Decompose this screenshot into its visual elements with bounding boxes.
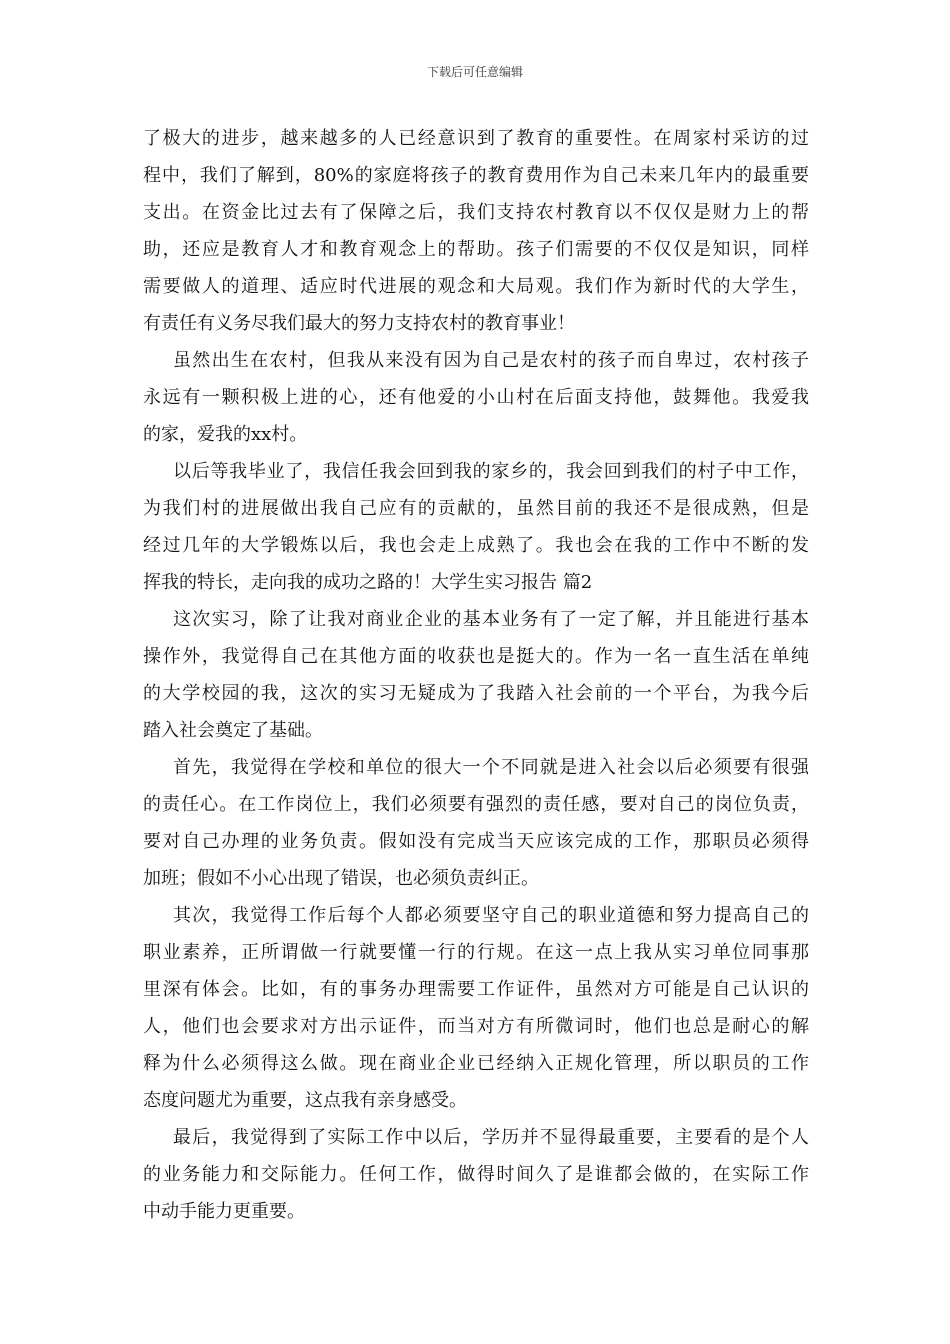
paragraph-line: 中动手能力更重要。 <box>143 1201 305 1222</box>
paragraph-line: 了极大的进步，越来越多的人已经意识到了教育的重要性。在周家村采访的过 <box>143 128 809 149</box>
paragraph <box>143 1119 809 1230</box>
paragraph-line: 加班；假如不小心出现了错误，也必须负责纠正。 <box>143 868 539 889</box>
paragraph-line: 有责任有义务尽我们最大的努力支持农村的教育事业！ <box>143 313 575 334</box>
paragraph <box>143 749 809 897</box>
paragraph-line: 程中，我们了解到，80%的家庭将孩子的教育费用作为自己未来几年内的最重要 <box>143 165 809 186</box>
paragraph-line: 要对自己办理的业务负责。假如没有完成当天应该完成的工作，那职员必须得 <box>143 831 809 852</box>
paragraph-line: 首先，我觉得在学校和单位的很大一个不同就是进入社会以后必须要有很强 <box>173 757 809 778</box>
paragraph-line: 虽然出生在农村，但我从来没有因为自己是农村的孩子而自卑过，农村孩子 <box>173 350 809 371</box>
paragraph <box>143 897 809 1119</box>
paragraph-line: 助，还应是教育人才和教育观念上的帮助。孩子们需要的不仅仅是知识，同样 <box>143 239 809 260</box>
paragraph-line: 里深有体会。比如，有的事务办理需要工作证件，虽然对方可能是自己认识的 <box>143 979 809 1000</box>
paragraph-line: 职业素养，正所谓做一行就要懂一行的行规。在这一点上我从实习单位同事那 <box>143 942 809 963</box>
paragraph-line: 的家，爱我的xx村。 <box>143 424 308 445</box>
paragraph-line: 释为什么必须得这么做。现在商业企业已经纳入正规化管理，所以职员的工作 <box>143 1053 809 1074</box>
paragraph-line: 为我们村的进展做出我自己应有的贡献的，虽然目前的我还不是很成熟，但是 <box>143 498 809 519</box>
paragraph-line: 的责任心。在工作岗位上，我们必须要有强烈的责任感，要对自己的岗位负责， <box>143 794 809 815</box>
paragraph-line: 经过几年的大学锻炼以后，我也会走上成熟了。我也会在我的工作中不断的发 <box>143 535 809 556</box>
paragraph <box>143 342 809 453</box>
paragraph-line: 以后等我毕业了，我信任我会回到我的家乡的，我会回到我们的村子中工作， <box>173 461 809 482</box>
paragraph-line: 挥我的特长，走向我的成功之路的！大学生实习报告 篇2 <box>143 572 593 593</box>
paragraph-line: 需要做人的道理、适应时代进展的观念和大局观。我们作为新时代的大学生， <box>143 276 809 297</box>
paragraph <box>143 453 809 601</box>
paragraph-line: 永远有一颗积极上进的心，还有他爱的小山村在后面支持他，鼓舞他。我爱我 <box>143 387 809 408</box>
paragraph-line: 踏入社会奠定了基础。 <box>143 720 323 741</box>
paragraph-line: 的业务能力和交际能力。任何工作，做得时间久了是谁都会做的，在实际工作 <box>143 1164 809 1185</box>
paragraph-line: 其次，我觉得工作后每个人都必须要坚守自己的职业道德和努力提高自己的 <box>173 905 809 926</box>
document-body <box>143 120 809 1230</box>
paragraph-line: 的大学校园的我，这次的实习无疑成为了我踏入社会前的一个平台，为我今后 <box>143 683 809 704</box>
paragraph-line: 操作外，我觉得自己在其他方面的收获也是挺大的。作为一名一直生活在单纯 <box>143 646 809 667</box>
paragraph-line: 最后，我觉得到了实际工作中以后，学历并不显得最重要，主要看的是个人 <box>173 1127 809 1148</box>
paragraph <box>143 601 809 749</box>
page-header: 下载后可任意编辑 <box>426 65 523 79</box>
paragraph-line: 支出。在资金比过去有了保障之后，我们支持农村教育以不仅仅是财力上的帮 <box>143 202 809 223</box>
paragraph-line: 态度问题尤为重要，这点我有亲身感受。 <box>143 1090 467 1111</box>
paragraph-line: 人，他们也会要求对方出示证件，而当对方有所微词时，他们也总是耐心的解 <box>143 1016 809 1037</box>
paragraph <box>143 120 809 342</box>
paragraph-line: 这次实习，除了让我对商业企业的基本业务有了一定了解，并且能进行基本 <box>173 609 809 630</box>
